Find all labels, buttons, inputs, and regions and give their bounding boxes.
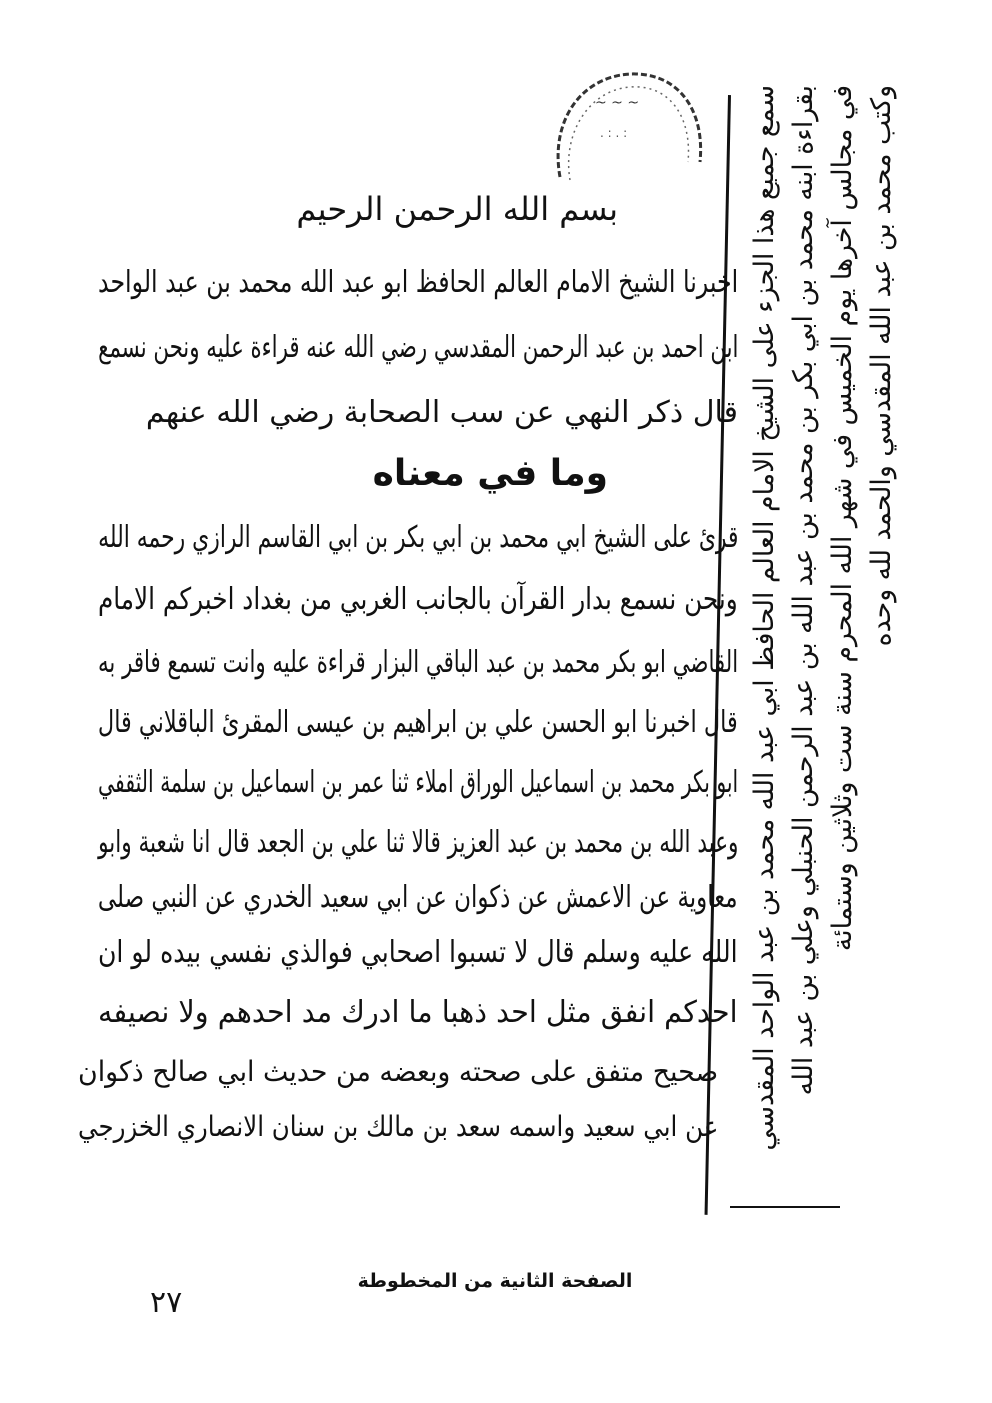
- chapter-title: وما في معناه: [372, 453, 608, 494]
- basmala: بسم الله الرحمن الرحيم: [296, 190, 618, 228]
- body-line-4: قال اخبرنا ابو الحسن علي بن ابراهيم بن عيسى المقرئ الباقلاني قال: [98, 705, 738, 740]
- body-line-8: الله عليه وسلم قال لا تسبوا اصحابي فوالذي نفسي بيده لو ان: [98, 935, 738, 970]
- body-line-3: القاضي ابو بكر محمد بن عبد الباقي البزار قراءة عليه وانت تسمع فاقر به: [97, 645, 738, 680]
- tail-line-2: عن ابي سعيد واسمه سعد بن مالك بن سنان الانصاري الخزرجي: [77, 1110, 718, 1143]
- isnad-line-3: قال ذكر النهي عن سب الصحابة رضي الله عنهم: [145, 395, 738, 430]
- svg-text:. : . :: . : . :: [600, 126, 628, 140]
- isnad-line-1: اخبرنا الشيخ الامام العالم الحافظ ابو عبد الله محمد بن عبد الواحد: [97, 265, 738, 300]
- body-line-1: قرئ على الشيخ ابي محمد بن ابي بكر بن ابي القاسم الرازي رحمه الله: [97, 520, 738, 555]
- marginal-audition-note: [745, 85, 902, 1195]
- body-line-2: ونحن نسمع بدار القرآن بالجانب الغربي من بغداد اخبركم الامام: [98, 582, 738, 617]
- figure-caption: الصفحة الثانية من المخطوطة: [357, 1270, 633, 1292]
- margin-note-line-1: سمع جميع هذا الجزء على الشيخ الامام العالم الحافظ ابي عبد الله محمد بن عبد الواحد المقدسي: [749, 85, 780, 1151]
- body-line-7: معاوية عن الاعمش عن ذكوان عن ابي سعيد الخدري عن النبي صلى: [98, 880, 738, 915]
- page-number: ٢٧: [150, 1285, 183, 1320]
- body-line-5: ابو بكر محمد بن اسماعيل الوراق املاء ثنا عمر بن اسماعيل بن سلمة الثقفي: [97, 765, 738, 800]
- body-line-9: احدكم انفق مثل احد ذهبا ما ادرك مد احدهم ولا نصيفه: [98, 995, 738, 1030]
- body-line-6: وعبد الله بن محمد بن عبد العزيز قالا ثنا علي بن الجعد قال انا شعبة وابو: [97, 825, 738, 860]
- margin-note-line-3: في مجالس آخرها يوم الخميس في شهر الله المحرم سنة ست وثلاثين وستمائة: [827, 85, 859, 952]
- tail-line-1: صحيح متفق على صحته وبعضه من حديث ابي صالح ذكوان: [77, 1055, 718, 1088]
- ownership-seal: [540, 62, 710, 202]
- svg-text:~ ~ ~: ~ ~ ~: [595, 95, 640, 111]
- margin-note-line-2: بقراءة ابنه محمد بن ابي بكر بن محمد بن عبد الله بن عبد الرحمن الحنبلي وعلي بن عبد الله: [788, 85, 820, 1096]
- isnad-line-2: ابن احمد بن عبد الرحمن المقدسي رضي الله عنه قراءة عليه ونحن نسمع: [97, 330, 738, 365]
- margin-note-line-4: وكتب محمد بن عبد الله المقدسي والحمد لله وحده: [866, 85, 898, 647]
- frame-bottom-line: [730, 1206, 840, 1208]
